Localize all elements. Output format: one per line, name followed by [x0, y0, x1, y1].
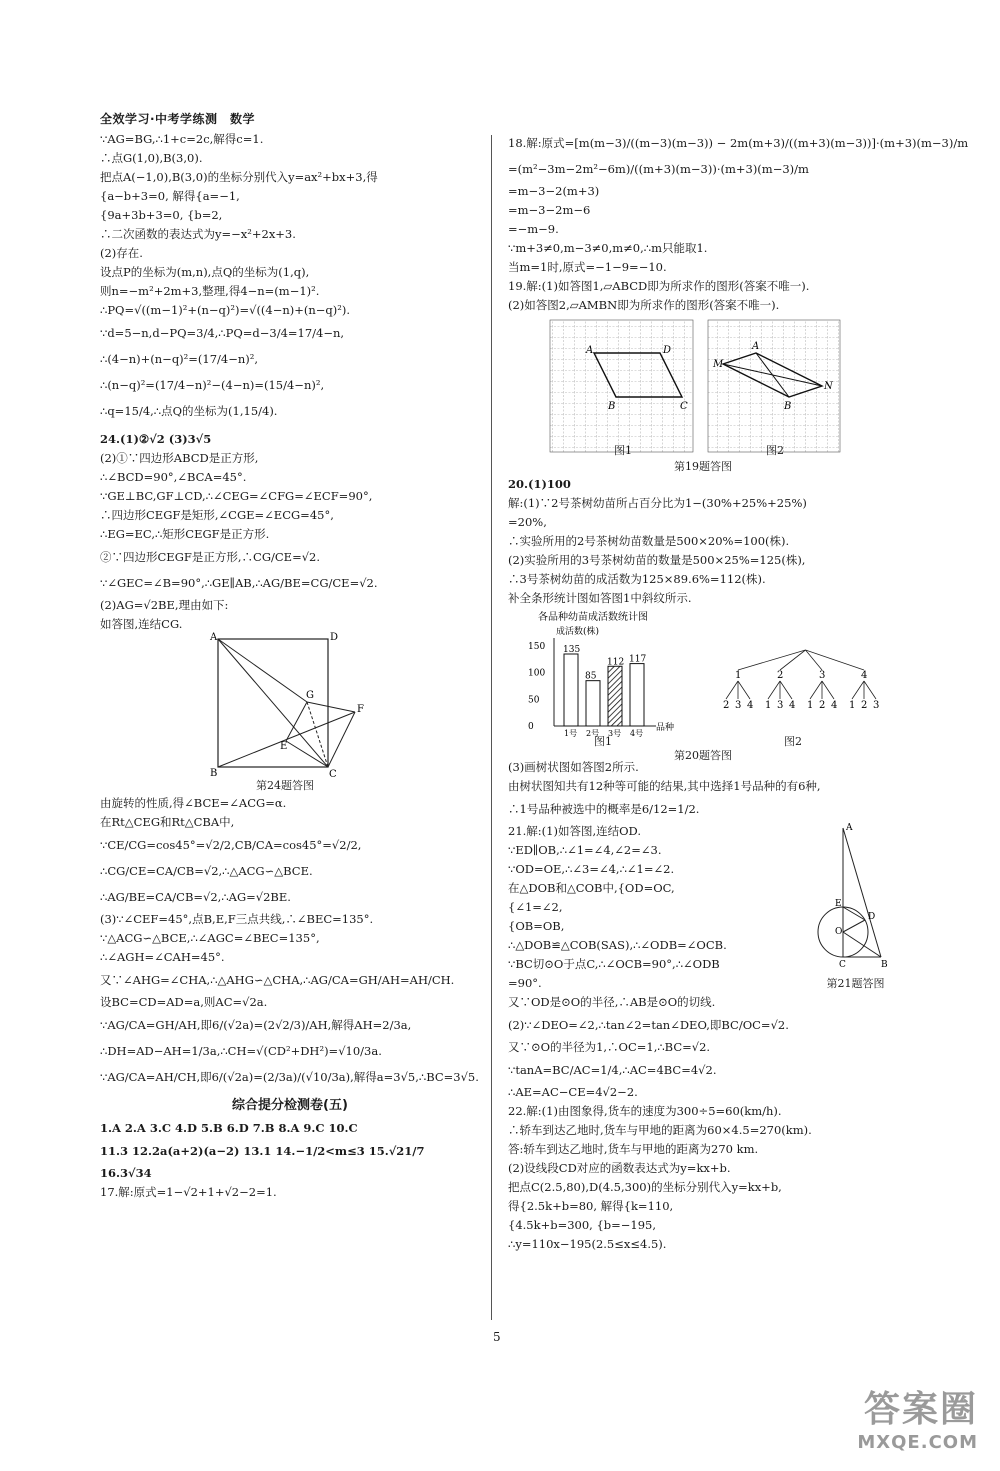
- text-line: 则n=−m²+2m+3,整理,得4−n=(m−1)².: [100, 284, 320, 298]
- text-line: ∴四边形CEGF是矩形,∠CGE=∠ECG=45°,: [100, 508, 334, 522]
- svg-text:D: D: [868, 912, 876, 922]
- text-line: ∵ED∥OB,∴∠1=∠4,∠2=∠3.: [508, 843, 662, 857]
- y-tick-label: 0: [528, 722, 534, 732]
- bar: [608, 666, 622, 726]
- figure-caption: 第21题答图: [826, 977, 885, 990]
- svg-text:A: A: [210, 632, 218, 643]
- bar-chart: [508, 608, 903, 738]
- text-line: ∵∠GEC=∠B=90°,∴GE∥AB,∴AG/BE=CG/CE=√2.: [100, 576, 378, 590]
- watermark-logo: 答案圈: [863, 1389, 978, 1430]
- svg-text:C: C: [680, 401, 688, 412]
- tree-branch: [738, 681, 750, 699]
- tree-leaf: 3: [735, 700, 742, 711]
- text-line: 设点P的坐标为(m,n),点Q的坐标为(1,q),: [100, 265, 310, 279]
- q18: [508, 130, 969, 315]
- text-line: 如答图,连结CG.: [100, 617, 183, 631]
- tree-leaf: 2: [819, 700, 826, 711]
- svg-text:E: E: [835, 899, 842, 909]
- answer-line: 16.3√34: [100, 1166, 152, 1180]
- q20: [508, 475, 903, 608]
- text-line: =20%,: [508, 515, 547, 529]
- svg-text:F: F: [357, 704, 364, 715]
- figure-label-1: 图1: [594, 735, 612, 748]
- column-divider: [491, 135, 492, 1320]
- text-line: (2)存在.: [100, 246, 143, 260]
- text-line: 又∵⊙O的半径为1,∴OC=1,∴BC=√2.: [508, 1040, 711, 1054]
- page-number: 5: [493, 1330, 501, 1344]
- tree-branch: [806, 650, 865, 670]
- text-line: 由旋转的性质,得∠BCE=∠ACG=α.: [100, 796, 287, 810]
- text-line: 21.解:(1)如答图,连结OD.: [508, 824, 642, 838]
- text-line: ∵CE/CG=cos45°=√2/2,CB/CA=cos45°=√2/2,: [100, 838, 362, 852]
- text-line: {9a+3b+3=0, {b=2,: [100, 208, 223, 222]
- tree-branch: [768, 681, 780, 699]
- text-line: ∵d=5−n,d−PQ=3/4,∴PQ=d−3/4=17/4−n,: [100, 326, 345, 340]
- tree-branch: [726, 681, 738, 699]
- text-line: 把点C(2.5,80),D(4.5,300)的坐标分别代入y=kx+b,: [508, 1180, 782, 1194]
- text-line: {a−b+3=0, 解得{a=−1,: [100, 189, 240, 203]
- chart-ylabel: 成活数(株): [556, 627, 600, 637]
- text-line: 得{2.5k+b=80, 解得{k=110,: [508, 1199, 674, 1213]
- svg-text:G: G: [306, 690, 314, 701]
- text-line: 又∵∠AHG=∠CHA,∴△AHG∽△CHA,∴AG/CA=GH/AH=AH/CH.: [100, 973, 455, 987]
- text-line: =−m−9.: [508, 222, 559, 236]
- svg-text:B: B: [784, 401, 792, 412]
- answer-list: [100, 1119, 480, 1202]
- text-line: ∴AE=AC−CE=4√2−2.: [508, 1085, 638, 1099]
- figure-label-1: 图1: [614, 444, 632, 457]
- category-label: 4号: [630, 729, 644, 738]
- text-line: ∴轿车到达乙地时,货车与甲地的距离为60×4.5=270(km).: [508, 1123, 812, 1137]
- svg-text:N: N: [824, 381, 833, 392]
- tree-diagram: [723, 650, 879, 711]
- svg-text:A: A: [586, 345, 594, 356]
- tree-node: 1: [735, 670, 742, 681]
- text-line: ∴1号品种被选中的概率是6/12=1/2.: [508, 802, 700, 816]
- svg-text:C: C: [839, 960, 846, 970]
- tree-branch: [738, 650, 806, 670]
- bar: [630, 664, 644, 726]
- text-line: 又∵OD是⊙O的半径,∴AB是⊙O的切线.: [508, 995, 716, 1009]
- circle-tangent-diagram: [813, 822, 903, 972]
- answer-line: 11.3 12.2a(a+2)(a−2) 13.1 14.−1/2<m≤3 15.√21/7: [100, 1144, 425, 1158]
- text-line: ∴(n−q)²=(17/4−n)²−(4−n)=(15/4−n)²,: [100, 378, 325, 392]
- tree-leaf: 1: [807, 700, 814, 711]
- text-line: (2)设线段CD对应的函数表达式为y=kx+b.: [508, 1161, 731, 1175]
- text-line: =m−3−2m−6: [508, 203, 591, 217]
- figure-label-2: 图2: [784, 735, 802, 748]
- text-line: ∴点G(1,0),B(3,0).: [100, 151, 203, 165]
- text-line: ∵GE⊥BC,GF⊥CD,∴∠CEG=∠CFG=∠ECF=90°,: [100, 489, 373, 503]
- text-line: ∵BC切⊙O于点C,∴∠OCB=90°,∴∠ODB: [508, 957, 720, 971]
- text-line: ∵AG/CA=GH/AH,即6/(√2a)=(2√2/3)/AH,解得AH=2/3a,: [100, 1018, 412, 1032]
- text-line: 19.解:(1)如答图1,▱ABCD即为所求作的图形(答案不唯一).: [508, 279, 810, 293]
- text-line: ∵tanA=BC/AC=1/4,∴AC=4BC=4√2.: [508, 1063, 717, 1077]
- tree-branch: [852, 681, 864, 699]
- section-title: 综合提分检测卷(五): [232, 1098, 348, 1113]
- svg-text:O: O: [835, 927, 843, 937]
- tree-leaf: 2: [723, 700, 730, 711]
- text-line: 设BC=CD=AD=a,则AC=√2a.: [100, 995, 268, 1009]
- left-column: [100, 130, 480, 1202]
- q22: [508, 1102, 903, 1254]
- category-label: 2号: [586, 729, 600, 738]
- text-line: =(m²−3m−2m²−6m)/((m+3)(m−3))·(m+3)(m−3)/m: [508, 162, 809, 176]
- tree-branch: [822, 681, 834, 699]
- text-line: (2)实验所用的3号茶树幼苗的数量是500×25%=125(株),: [508, 553, 806, 567]
- svg-text:B: B: [210, 768, 218, 779]
- svg-text:B: B: [608, 401, 616, 412]
- q20-figure: [508, 608, 903, 762]
- q24-figure: [100, 634, 480, 794]
- text-line: ∵m+3≠0,m−3≠0,m≠0,∴m只能取1.: [508, 241, 708, 255]
- text-line: ∴PQ=√((m−1)²+(n−q)²)=√((4−n)+(n−q)²).: [100, 303, 351, 317]
- text-line: (2)AG=√2BE,理由如下:: [100, 598, 229, 612]
- y-tick-label: 150: [528, 642, 546, 652]
- q19-figure: [508, 315, 903, 475]
- text-line: ∴EG=EC,∴矩形CEGF是正方形.: [100, 527, 270, 541]
- text-line: =90°.: [508, 976, 542, 990]
- figure-label-2: 图2: [766, 444, 784, 457]
- text-line: 在△DOB和△COB中,{OD=OC,: [508, 881, 675, 895]
- text-line: {∠1=∠2,: [508, 900, 563, 914]
- text-line: (2)如答图2,▱AMBN即为所求作的图形(答案不唯一).: [508, 298, 780, 312]
- text-line: 解:(1)∵2号茶树幼苗所占百分比为1−(30%+25%+25%): [508, 496, 807, 510]
- svg-text:M: M: [713, 359, 724, 370]
- figure-caption: 第24题答图: [256, 779, 314, 792]
- watermark-url: MXQE.COM: [857, 1432, 978, 1453]
- text-line: ∴△DOB≌△COB(SAS),∴∠ODB=∠OCB.: [508, 938, 727, 952]
- text-line: ∵OD=OE,∴∠3=∠4,∴∠1=∠2.: [508, 862, 675, 876]
- svg-text:E: E: [280, 741, 288, 752]
- text-line: ∴AG/BE=CA/CB=√2,∴AG=√2BE.: [100, 890, 291, 904]
- tree-leaf: 1: [849, 700, 856, 711]
- text-line: {4.5k+b=300, {b=−195,: [508, 1218, 657, 1232]
- right-column: [508, 130, 969, 1254]
- grid-parallelogram-diagrams: [508, 315, 903, 455]
- text-line: ∴3号茶树幼苗的成活数为125×89.6%=112(株).: [508, 572, 766, 586]
- page-header: 全效学习·中考学练测 数学: [100, 112, 256, 126]
- tree-branch: [780, 681, 792, 699]
- text-line: ∴二次函数的表达式为y=−x²+2x+3.: [100, 227, 296, 241]
- text-line: ∴CG/CE=CA/CB=√2,∴△ACG∽△BCE.: [100, 864, 313, 878]
- text-line: ∴(4−n)+(n−q)²=(17/4−n)²,: [100, 352, 259, 366]
- tree-node: 3: [819, 670, 826, 681]
- tree-leaf: 4: [747, 700, 754, 711]
- text-line: (3)∵∠CEF=45°,点B,E,F三点共线,∴∠BEC=135°.: [100, 912, 374, 926]
- tree-branch: [864, 681, 876, 699]
- answer-line: 17.解:原式=1−√2+1+√2−2=1.: [100, 1185, 277, 1199]
- text-line: ∴DH=AD−AH=1/3a,∴CH=√(CD²+DH²)=√10/3a.: [100, 1044, 382, 1058]
- tree-leaf: 3: [777, 700, 784, 711]
- bar-value-label: 85: [585, 671, 597, 682]
- text-line: ∵△ACG∽△BCE,∴∠AGC=∠BEC=135°,: [100, 931, 320, 945]
- y-tick-label: 100: [528, 668, 546, 679]
- tree-leaf: 2: [861, 700, 868, 711]
- tree-node: 2: [777, 670, 784, 681]
- figure-caption: 第20题答图: [674, 749, 732, 762]
- y-tick-label: 50: [528, 695, 540, 706]
- q20b: [508, 758, 903, 822]
- bar-value-label: 112: [607, 657, 625, 668]
- svg-text:D: D: [330, 632, 339, 643]
- text-line: (2)∵∠DEO=∠2,∴tan∠2=tan∠DEO,即BC/OC=√2.: [508, 1018, 789, 1032]
- bar: [564, 654, 578, 726]
- text-line: 当m=1时,原式=−1−9=−10.: [508, 260, 667, 274]
- text-line: 24.(1)②√2 (3)3√5: [100, 432, 212, 446]
- text-line: =m−3−2(m+3): [508, 184, 600, 198]
- text-line: {OB=OB,: [508, 919, 565, 933]
- category-label: 3号: [608, 729, 622, 738]
- text-line: (2)①∵四边形ABCD是正方形,: [100, 451, 259, 465]
- svg-text:C: C: [329, 769, 337, 780]
- text-line: 由树状图知共有12种等可能的结果,其中选择1号品种的有6种,: [508, 779, 821, 793]
- tree-leaf: 3: [873, 700, 880, 711]
- svg-text:D: D: [663, 345, 672, 356]
- tree-leaf: 1: [765, 700, 772, 711]
- text-line: 在Rt△CEG和Rt△CBA中,: [100, 815, 235, 829]
- tree-node: 4: [861, 670, 868, 681]
- bar: [586, 681, 600, 726]
- bar-value-label: 117: [629, 654, 647, 665]
- q24: [100, 430, 480, 1090]
- tree-leaf: 4: [831, 700, 838, 711]
- text-line: 18.解:原式=[m(m−3)/((m−3)(m−3)) − 2m(m+3)/((m+3)(m−3))]·(m+3)(m−3)/m: [508, 136, 969, 150]
- text-line: 把点A(−1,0),B(3,0)的坐标分别代入y=ax²+bx+3,得: [100, 170, 378, 184]
- text-line: (3)画树状图如答图2所示.: [508, 760, 639, 774]
- text-line: ∴∠AGH=∠CAH=45°.: [100, 950, 225, 964]
- q21: [508, 822, 903, 1102]
- category-label: 1号: [564, 729, 578, 738]
- text-line: ∵AG/CA=AH/CH,即6/(√2a)=(2/3a)/(√10/3a),解得a=3√5,∴BC=3√5.: [100, 1070, 479, 1084]
- text-line: ∴实验所用的2号茶树幼苗数量是500×20%=100(株).: [508, 534, 790, 548]
- text-line: 22.解:(1)由图象得,货车的速度为300÷5=60(km/h).: [508, 1104, 782, 1118]
- tree-leaf: 4: [789, 700, 796, 711]
- tree-branch: [810, 681, 822, 699]
- chart-xlabel: 品种: [656, 723, 675, 733]
- text-line: ∴∠BCD=90°,∠BCA=45°.: [100, 470, 247, 484]
- text-line: ②∵四边形CEGF是正方形,∴CG/CE=√2.: [100, 550, 321, 564]
- watermark: [857, 1381, 978, 1453]
- text-line: 答:轿车到达乙地时,货车与甲地的距离为270 km.: [508, 1142, 759, 1156]
- figure-caption: 第19题答图: [674, 460, 732, 473]
- chart-title: 各品种幼苗成活数统计图: [538, 612, 648, 623]
- text-line: 20.(1)100: [508, 477, 571, 491]
- svg-text:A: A: [846, 823, 853, 833]
- text-line: 补全条形统计图如答图1中斜纹所示.: [508, 591, 692, 605]
- q23-continued: [100, 130, 480, 424]
- svg-text:B: B: [881, 960, 888, 970]
- square-geometry-diagram: [100, 634, 480, 779]
- text-line: ∴q=15/4,∴点Q的坐标为(1,15/4).: [100, 404, 278, 418]
- bar-value-label: 135: [563, 645, 581, 655]
- answer-line: 1.A 2.A 3.C 4.D 5.B 6.D 7.B 8.A 9.C 10.C: [100, 1121, 358, 1135]
- svg-text:A: A: [752, 341, 760, 352]
- text-line: ∵AG=BG,∴1+c=2c,解得c=1.: [100, 132, 264, 146]
- tree-branch: [780, 650, 806, 670]
- text-line: ∴y=110x−195(2.5≤x≤4.5).: [508, 1237, 667, 1251]
